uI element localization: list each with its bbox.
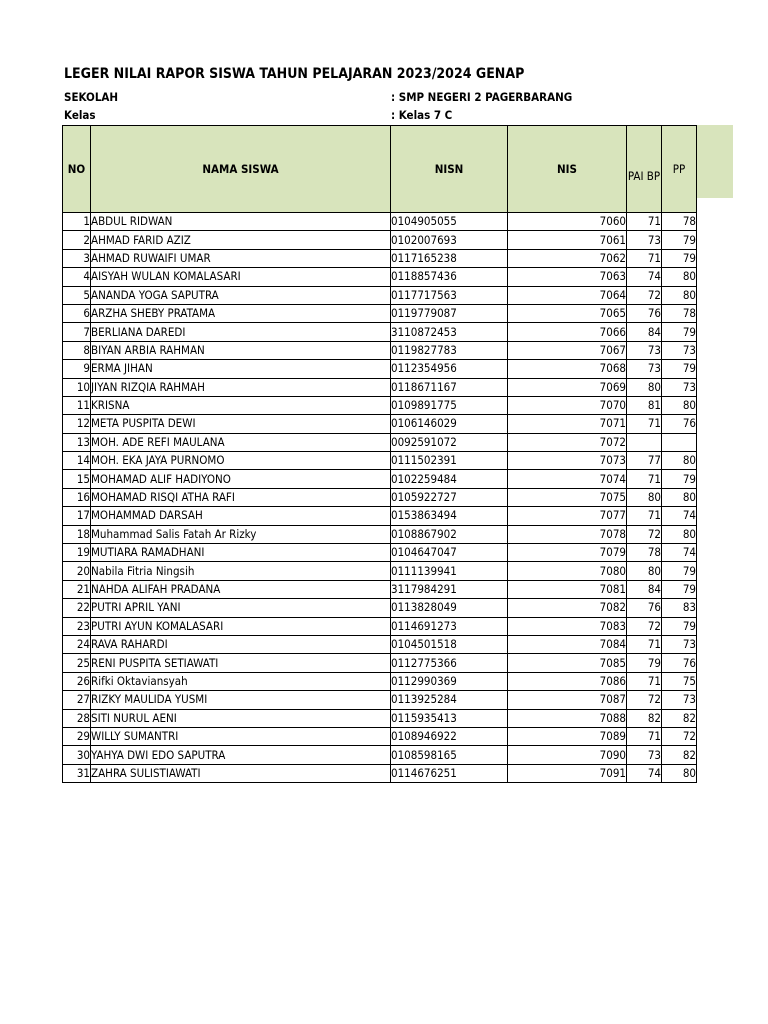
student-nis: 7062 [508,249,627,267]
student-name: ARZHA SHEBY PRATAMA [91,304,391,322]
table-row [63,378,697,396]
table-row [63,249,697,267]
grade-pai-bp: 71 [627,727,662,745]
grade-pp: 76 [662,415,697,433]
grade-pp: 75 [662,672,697,690]
student-nis: 7087 [508,691,627,709]
grade-pp: 79 [662,562,697,580]
student-nis: 7065 [508,304,627,322]
table-row [63,580,697,598]
student-name: Muhammad Salis Fatah Ar Rizky [91,525,391,543]
student-nis: 7069 [508,378,627,396]
grade-pai-bp: 71 [627,249,662,267]
grade-pai-bp: 71 [627,213,662,231]
grade-pp: 79 [662,617,697,635]
document-title: LEGER NILAI RAPOR SISWA TAHUN PELAJARAN 2023/2024 GENAP [64,66,525,82]
table-row [63,286,697,304]
grade-pai-bp: 74 [627,764,662,782]
table-row [63,617,697,635]
row-number: 5 [63,286,91,304]
student-nisn: 0108598165 [391,746,508,764]
student-nis: 7089 [508,727,627,745]
student-nisn: 0112990369 [391,672,508,690]
student-nisn: 0106146029 [391,415,508,433]
grade-pai-bp: 72 [627,525,662,543]
table-row [63,525,697,543]
table-header-row [63,126,697,213]
table-row [63,562,697,580]
student-nis: 7083 [508,617,627,635]
school-value: : SMP NEGERI 2 PAGERBARANG [391,90,573,104]
student-name: AHMAD FARID AZIZ [91,231,391,249]
table-row [63,599,697,617]
grade-pp: 83 [662,599,697,617]
table-row [63,654,697,672]
grade-pai-bp: 71 [627,672,662,690]
student-name: RAVA RAHARDI [91,635,391,653]
table-row [63,396,697,414]
row-number: 21 [63,580,91,598]
row-number: 11 [63,396,91,414]
grade-pai-bp: 74 [627,268,662,286]
student-nis: 7078 [508,525,627,543]
student-nisn: 0115935413 [391,709,508,727]
grade-pp: 80 [662,452,697,470]
student-nis: 7084 [508,635,627,653]
row-number: 14 [63,452,91,470]
student-name: NAHDA ALIFAH PRADANA [91,580,391,598]
student-name: Nabila Fitria Ningsih [91,562,391,580]
row-number: 13 [63,433,91,451]
header-name: NAMA SISWA [91,126,391,213]
student-nisn: 0108946922 [391,727,508,745]
table-row [63,360,697,378]
grade-pai-bp: 71 [627,415,662,433]
grade-pai-bp: 80 [627,488,662,506]
row-number: 12 [63,415,91,433]
student-nis: 7077 [508,507,627,525]
row-number: 27 [63,691,91,709]
student-name: AHMAD RUWAIFI UMAR [91,249,391,267]
student-nisn: 0118671167 [391,378,508,396]
table-row [63,544,697,562]
grade-pp: 80 [662,525,697,543]
student-name: KRISNA [91,396,391,414]
student-nisn: 0114676251 [391,764,508,782]
grade-pp: 78 [662,304,697,322]
grade-pp: 79 [662,470,697,488]
grade-pp: 82 [662,709,697,727]
grade-pai-bp: 76 [627,304,662,322]
student-nisn: 0108867902 [391,525,508,543]
row-number: 28 [63,709,91,727]
student-nis: 7072 [508,433,627,451]
student-nisn: 0113925284 [391,691,508,709]
row-number: 17 [63,507,91,525]
student-name: YAHYA DWI EDO SAPUTRA [91,746,391,764]
table-row [63,470,697,488]
student-nisn: 0118857436 [391,268,508,286]
student-nis: 7088 [508,709,627,727]
student-nis: 7082 [508,599,627,617]
grade-pp: 80 [662,396,697,414]
grade-pai-bp: 72 [627,691,662,709]
student-nisn: 0113828049 [391,599,508,617]
header-pai-bp: PAI BP [627,126,662,213]
grade-pai-bp: 71 [627,507,662,525]
student-nisn: 0104905055 [391,213,508,231]
grade-pp: 76 [662,654,697,672]
grade-pp: 74 [662,507,697,525]
grade-pp: 82 [662,746,697,764]
school-label: SEKOLAH [64,90,119,104]
student-name: PUTRI APRIL YANI [91,599,391,617]
student-nis: 7068 [508,360,627,378]
row-number: 19 [63,544,91,562]
grade-pp: 79 [662,323,697,341]
student-nisn: 0104501518 [391,635,508,653]
row-number: 25 [63,654,91,672]
student-nisn: 0111502391 [391,452,508,470]
grade-pp [662,433,697,451]
table-row [63,341,697,359]
grade-pai-bp: 79 [627,654,662,672]
student-name: MOH. EKA JAYA PURNOMO [91,452,391,470]
class-value: : Kelas 7 C [391,108,453,122]
student-nis: 7063 [508,268,627,286]
row-number: 7 [63,323,91,341]
student-name: ERMA JIHAN [91,360,391,378]
grade-pai-bp: 73 [627,746,662,764]
grade-pp: 80 [662,488,697,506]
student-nisn: 0109891775 [391,396,508,414]
student-name: Rifki Oktaviansyah [91,672,391,690]
grade-pai-bp: 76 [627,599,662,617]
grade-pai-bp: 82 [627,709,662,727]
student-nis: 7064 [508,286,627,304]
table-row [63,231,697,249]
student-name: ANANDA YOGA SAPUTRA [91,286,391,304]
table-row [63,488,697,506]
grade-pp: 72 [662,727,697,745]
row-number: 4 [63,268,91,286]
school-row [64,90,573,104]
grade-pp: 79 [662,580,697,598]
student-nis: 7071 [508,415,627,433]
student-nisn: 0117165238 [391,249,508,267]
table-row [63,672,697,690]
grade-pai-bp: 81 [627,396,662,414]
table-row [63,452,697,470]
grade-pp: 73 [662,635,697,653]
student-nis: 7067 [508,341,627,359]
class-row [64,108,453,122]
row-number: 6 [63,304,91,322]
row-number: 2 [63,231,91,249]
grade-pp: 73 [662,378,697,396]
student-nis: 7080 [508,562,627,580]
student-nis: 7090 [508,746,627,764]
row-number: 26 [63,672,91,690]
table-row [63,213,697,231]
student-nis: 7085 [508,654,627,672]
student-nis: 7075 [508,488,627,506]
grade-pai-bp: 71 [627,635,662,653]
grade-pp: 80 [662,286,697,304]
student-name: ABDUL RIDWAN [91,213,391,231]
student-name: MUTIARA RAMADHANI [91,544,391,562]
row-number: 18 [63,525,91,543]
student-name: MOHAMAD RISQI ATHA RAFI [91,488,391,506]
student-nisn: 0153863494 [391,507,508,525]
student-nisn: 3117984291 [391,580,508,598]
table-row [63,691,697,709]
table-body [63,213,697,783]
table-row [63,764,697,782]
row-number: 15 [63,470,91,488]
grade-pai-bp: 77 [627,452,662,470]
row-number: 9 [63,360,91,378]
student-nisn: 0102259484 [391,470,508,488]
row-number: 30 [63,746,91,764]
grade-pai-bp: 73 [627,231,662,249]
grade-pp: 79 [662,360,697,378]
grade-pp: 79 [662,249,697,267]
row-number: 16 [63,488,91,506]
student-name: BERLIANA DAREDI [91,323,391,341]
table-row [63,323,697,341]
grade-pp: 73 [662,341,697,359]
student-nis: 7086 [508,672,627,690]
grade-pai-bp: 73 [627,360,662,378]
student-nis: 7061 [508,231,627,249]
grade-pai-bp: 72 [627,286,662,304]
table-row [63,746,697,764]
header-pp: PP [662,126,697,213]
row-number: 1 [63,213,91,231]
student-name: BIYAN ARBIA RAHMAN [91,341,391,359]
student-nis: 7074 [508,470,627,488]
grade-pai-bp: 72 [627,617,662,635]
table-row [63,304,697,322]
student-name: WILLY SUMANTRI [91,727,391,745]
student-nisn: 3110872453 [391,323,508,341]
student-name: JIYAN RIZQIA RAHMAH [91,378,391,396]
student-nisn: 0104647047 [391,544,508,562]
grade-pai-bp: 80 [627,562,662,580]
grade-pp: 79 [662,231,697,249]
grade-pai-bp: 71 [627,470,662,488]
grade-pp: 80 [662,268,697,286]
table-row [63,415,697,433]
student-nisn: 0102007693 [391,231,508,249]
row-number: 29 [63,727,91,745]
header-nis: NIS [508,126,627,213]
grade-pp: 73 [662,691,697,709]
student-nisn: 0119827783 [391,341,508,359]
student-name: RENI PUSPITA SETIAWATI [91,654,391,672]
student-nis: 7079 [508,544,627,562]
grade-pai-bp [627,433,662,451]
student-nis: 7066 [508,323,627,341]
grade-pai-bp: 84 [627,580,662,598]
student-nis: 7081 [508,580,627,598]
student-nisn: 0114691273 [391,617,508,635]
grade-pai-bp: 80 [627,378,662,396]
row-number: 3 [63,249,91,267]
student-nisn: 0111139941 [391,562,508,580]
grade-pp: 78 [662,213,697,231]
class-label: Kelas [64,108,96,122]
student-name: RIZKY MAULIDA YUSMI [91,691,391,709]
student-name: PUTRI AYUN KOMALASARI [91,617,391,635]
student-name: MOH. ADE REFI MAULANA [91,433,391,451]
student-nis: 7060 [508,213,627,231]
student-nisn: 0119779087 [391,304,508,322]
row-number: 31 [63,764,91,782]
grade-pp: 74 [662,544,697,562]
row-number: 8 [63,341,91,359]
table-row [63,507,697,525]
student-name: META PUSPITA DEWI [91,415,391,433]
student-nis: 7091 [508,764,627,782]
student-nis: 7070 [508,396,627,414]
grade-pai-bp: 78 [627,544,662,562]
table-row [63,635,697,653]
grade-pai-bp: 84 [627,323,662,341]
student-nisn: 0112775366 [391,654,508,672]
student-nisn: 0105922727 [391,488,508,506]
row-number: 22 [63,599,91,617]
student-name: AISYAH WULAN KOMALASARI [91,268,391,286]
table-row [63,727,697,745]
student-name: MOHAMAD ALIF HADIYONO [91,470,391,488]
table-row [63,709,697,727]
grade-table [62,125,697,783]
student-name: MOHAMMAD DARSAH [91,507,391,525]
grade-pp: 80 [662,764,697,782]
student-name: ZAHRA SULISTIAWATI [91,764,391,782]
row-number: 10 [63,378,91,396]
student-nisn: 0092591072 [391,433,508,451]
header-nisn: NISN [391,126,508,213]
row-number: 24 [63,635,91,653]
grade-pai-bp: 73 [627,341,662,359]
row-number: 20 [63,562,91,580]
row-number: 23 [63,617,91,635]
student-nis: 7073 [508,452,627,470]
header-no: NO [63,126,91,213]
table-row [63,268,697,286]
student-nisn: 0117717563 [391,286,508,304]
student-name: SITI NURUL AENI [91,709,391,727]
student-nisn: 0112354956 [391,360,508,378]
table-row [63,433,697,451]
